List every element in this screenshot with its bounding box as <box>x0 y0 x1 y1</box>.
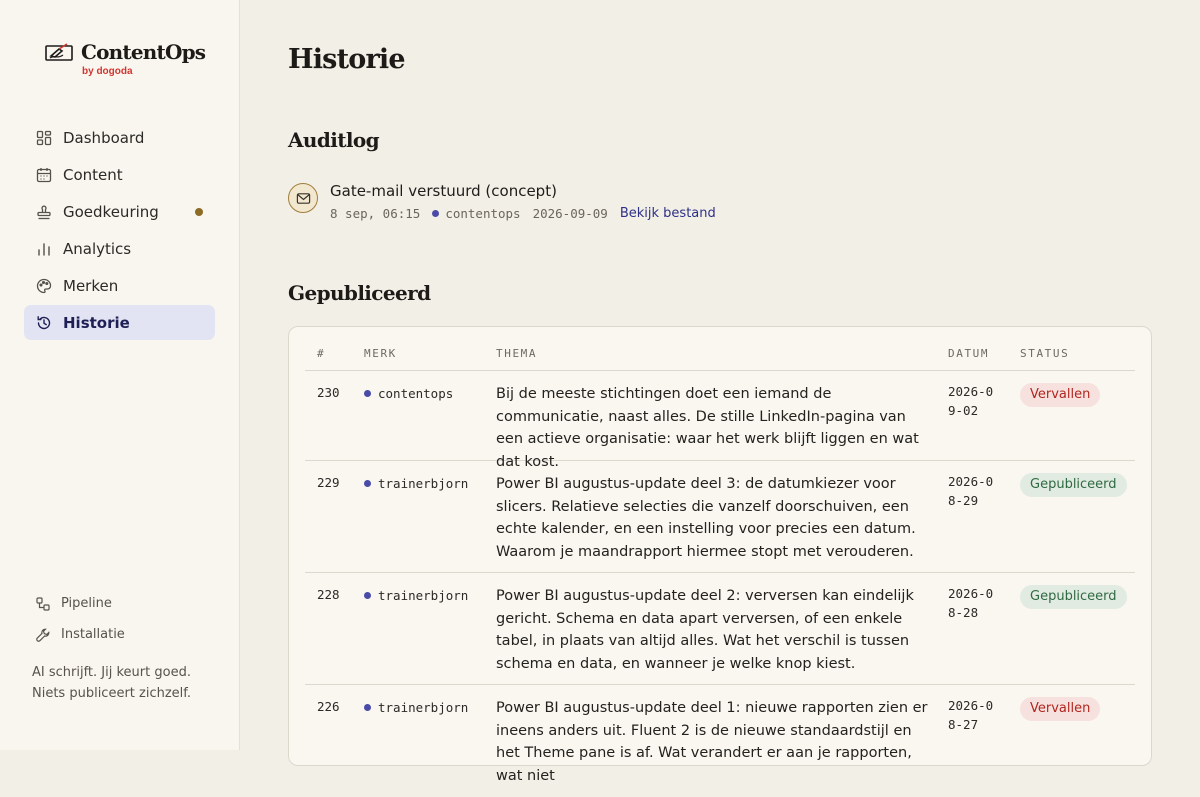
row-theme: Bij de meeste stichtingen doet een iemand de communicatie, naast alles. De stille LinkedIn-pagina van een actieve organisatie: waar het werk blijft liggen en wat dat kost. <box>496 386 919 470</box>
sidebar-item-historie[interactable] <box>24 305 215 340</box>
row-theme: Power BI augustus-update deel 2: verversen kan eindelijk gericht. Schema en data apart verversen, of een enkele tabel, in plaats van altijd alles. Wat het verschil is tussen schema en data, en wanneer je welke knop kiest. <box>496 588 914 672</box>
mail-icon <box>288 183 318 213</box>
app-logo[interactable] <box>45 40 205 80</box>
brand-label: contentops <box>378 386 454 401</box>
row-brand <box>364 588 468 603</box>
column-header-id[interactable]: # <box>317 347 326 360</box>
brand-dot <box>364 704 371 711</box>
column-header-status[interactable]: STATUS <box>1020 347 1070 360</box>
row-id: 230 <box>317 385 340 400</box>
brand-dot <box>364 592 371 599</box>
pen-logo-icon <box>45 42 75 62</box>
audit-entry-meta <box>330 206 716 221</box>
brand-dot <box>364 480 371 487</box>
published-heading: Gepubliceerd <box>288 281 431 305</box>
row-brand <box>364 476 468 491</box>
sidebar-item-label: Dashboard <box>63 128 145 147</box>
brand-dot <box>432 210 439 217</box>
sidebar-item-installatie[interactable] <box>36 619 216 650</box>
main-nav <box>24 120 215 342</box>
sidebar-item-label: Content <box>63 165 123 184</box>
sidebar <box>0 0 240 750</box>
sidebar-item-content[interactable] <box>24 157 215 192</box>
app-byline: by dogoda <box>82 66 133 77</box>
audit-entry <box>288 180 888 230</box>
tagline <box>32 662 222 704</box>
notification-dot <box>195 208 203 216</box>
wrench-icon <box>36 628 50 642</box>
auditlog-heading: Auditlog <box>288 128 380 152</box>
status-badge: Vervallen <box>1020 383 1100 407</box>
row-brand <box>364 386 453 401</box>
history-icon <box>36 315 52 331</box>
sidebar-item-label: Analytics <box>63 239 132 258</box>
audit-brand: contentops <box>445 206 521 221</box>
stamp-icon <box>36 204 52 220</box>
pipeline-icon <box>36 597 50 611</box>
audit-time: 8 sep, 06:15 <box>330 206 421 221</box>
calendar-icon <box>36 167 52 183</box>
column-header-brand[interactable]: MERK <box>364 347 397 360</box>
row-theme: Power BI augustus-update deel 3: de datumkiezer voor slicers. Relatieve selecties die vanzelf doorschuiven, een echte kalender, en een instelling voor precies een datum. Waarom je maandrapport hiermee stopt met verouderen. <box>496 476 916 560</box>
grid-icon <box>36 130 52 146</box>
sidebar-item-label: Pipeline <box>61 596 112 611</box>
audit-entry-title: Gate-mail verstuurd (concept) <box>330 182 557 200</box>
row-brand <box>364 700 468 715</box>
brand-label: trainerbjorn <box>378 476 469 491</box>
sidebar-item-pipeline[interactable] <box>36 588 216 619</box>
brand-label: trainerbjorn <box>378 588 469 603</box>
status-badge: Gepubliceerd <box>1020 473 1127 497</box>
sidebar-item-merken[interactable] <box>24 268 215 303</box>
column-header-date[interactable]: DATUM <box>948 347 990 360</box>
row-date: 2026-08-29 <box>948 474 994 508</box>
brand-label: trainerbjorn <box>378 700 469 715</box>
app-name: ContentOps <box>81 40 206 64</box>
sidebar-item-analytics[interactable] <box>24 231 215 266</box>
tagline-line: AI schrijft. Jij keurt goed. <box>32 665 191 680</box>
sidebar-item-label: Goedkeuring <box>63 202 159 221</box>
table-row[interactable] <box>305 685 1135 797</box>
secondary-nav <box>36 588 216 650</box>
column-header-theme[interactable]: THEMA <box>496 347 538 360</box>
table-row[interactable] <box>305 461 1135 573</box>
row-date: 2026-08-28 <box>948 586 994 620</box>
row-id: 226 <box>317 699 340 714</box>
table-row[interactable] <box>305 371 1135 470</box>
audit-date: 2026-09-09 <box>532 206 608 221</box>
row-theme: Power BI augustus-update deel 1: nieuwe rapporten zien er ineens anders uit. Fluent 2 is de nieuwe standaardstijl en het Theme pane is af. Wat verandert er aan je rapporten, wat niet <box>496 700 928 784</box>
tagline-line: Niets publiceert zichzelf. <box>32 686 192 701</box>
bar-chart-icon <box>36 241 52 257</box>
published-table <box>288 326 1152 784</box>
palette-icon <box>36 278 52 294</box>
status-badge: Vervallen <box>1020 697 1100 721</box>
status-badge: Gepubliceerd <box>1020 585 1127 609</box>
sidebar-item-label: Historie <box>63 313 130 332</box>
row-id: 229 <box>317 475 340 490</box>
page-title: Historie <box>288 44 405 75</box>
sidebar-item-goedkeuring[interactable] <box>24 194 215 229</box>
sidebar-item-dashboard[interactable] <box>24 120 215 155</box>
main-content <box>240 0 1200 784</box>
table-header <box>305 327 1135 371</box>
row-id: 228 <box>317 587 340 602</box>
row-date: 2026-08-27 <box>948 698 994 732</box>
view-file-link[interactable]: Bekijk bestand <box>619 206 716 221</box>
brand-dot <box>364 390 371 397</box>
sidebar-item-label: Merken <box>63 276 119 295</box>
table-row[interactable] <box>305 573 1135 685</box>
sidebar-item-label: Installatie <box>61 627 125 642</box>
row-date: 2026-09-02 <box>948 384 994 418</box>
